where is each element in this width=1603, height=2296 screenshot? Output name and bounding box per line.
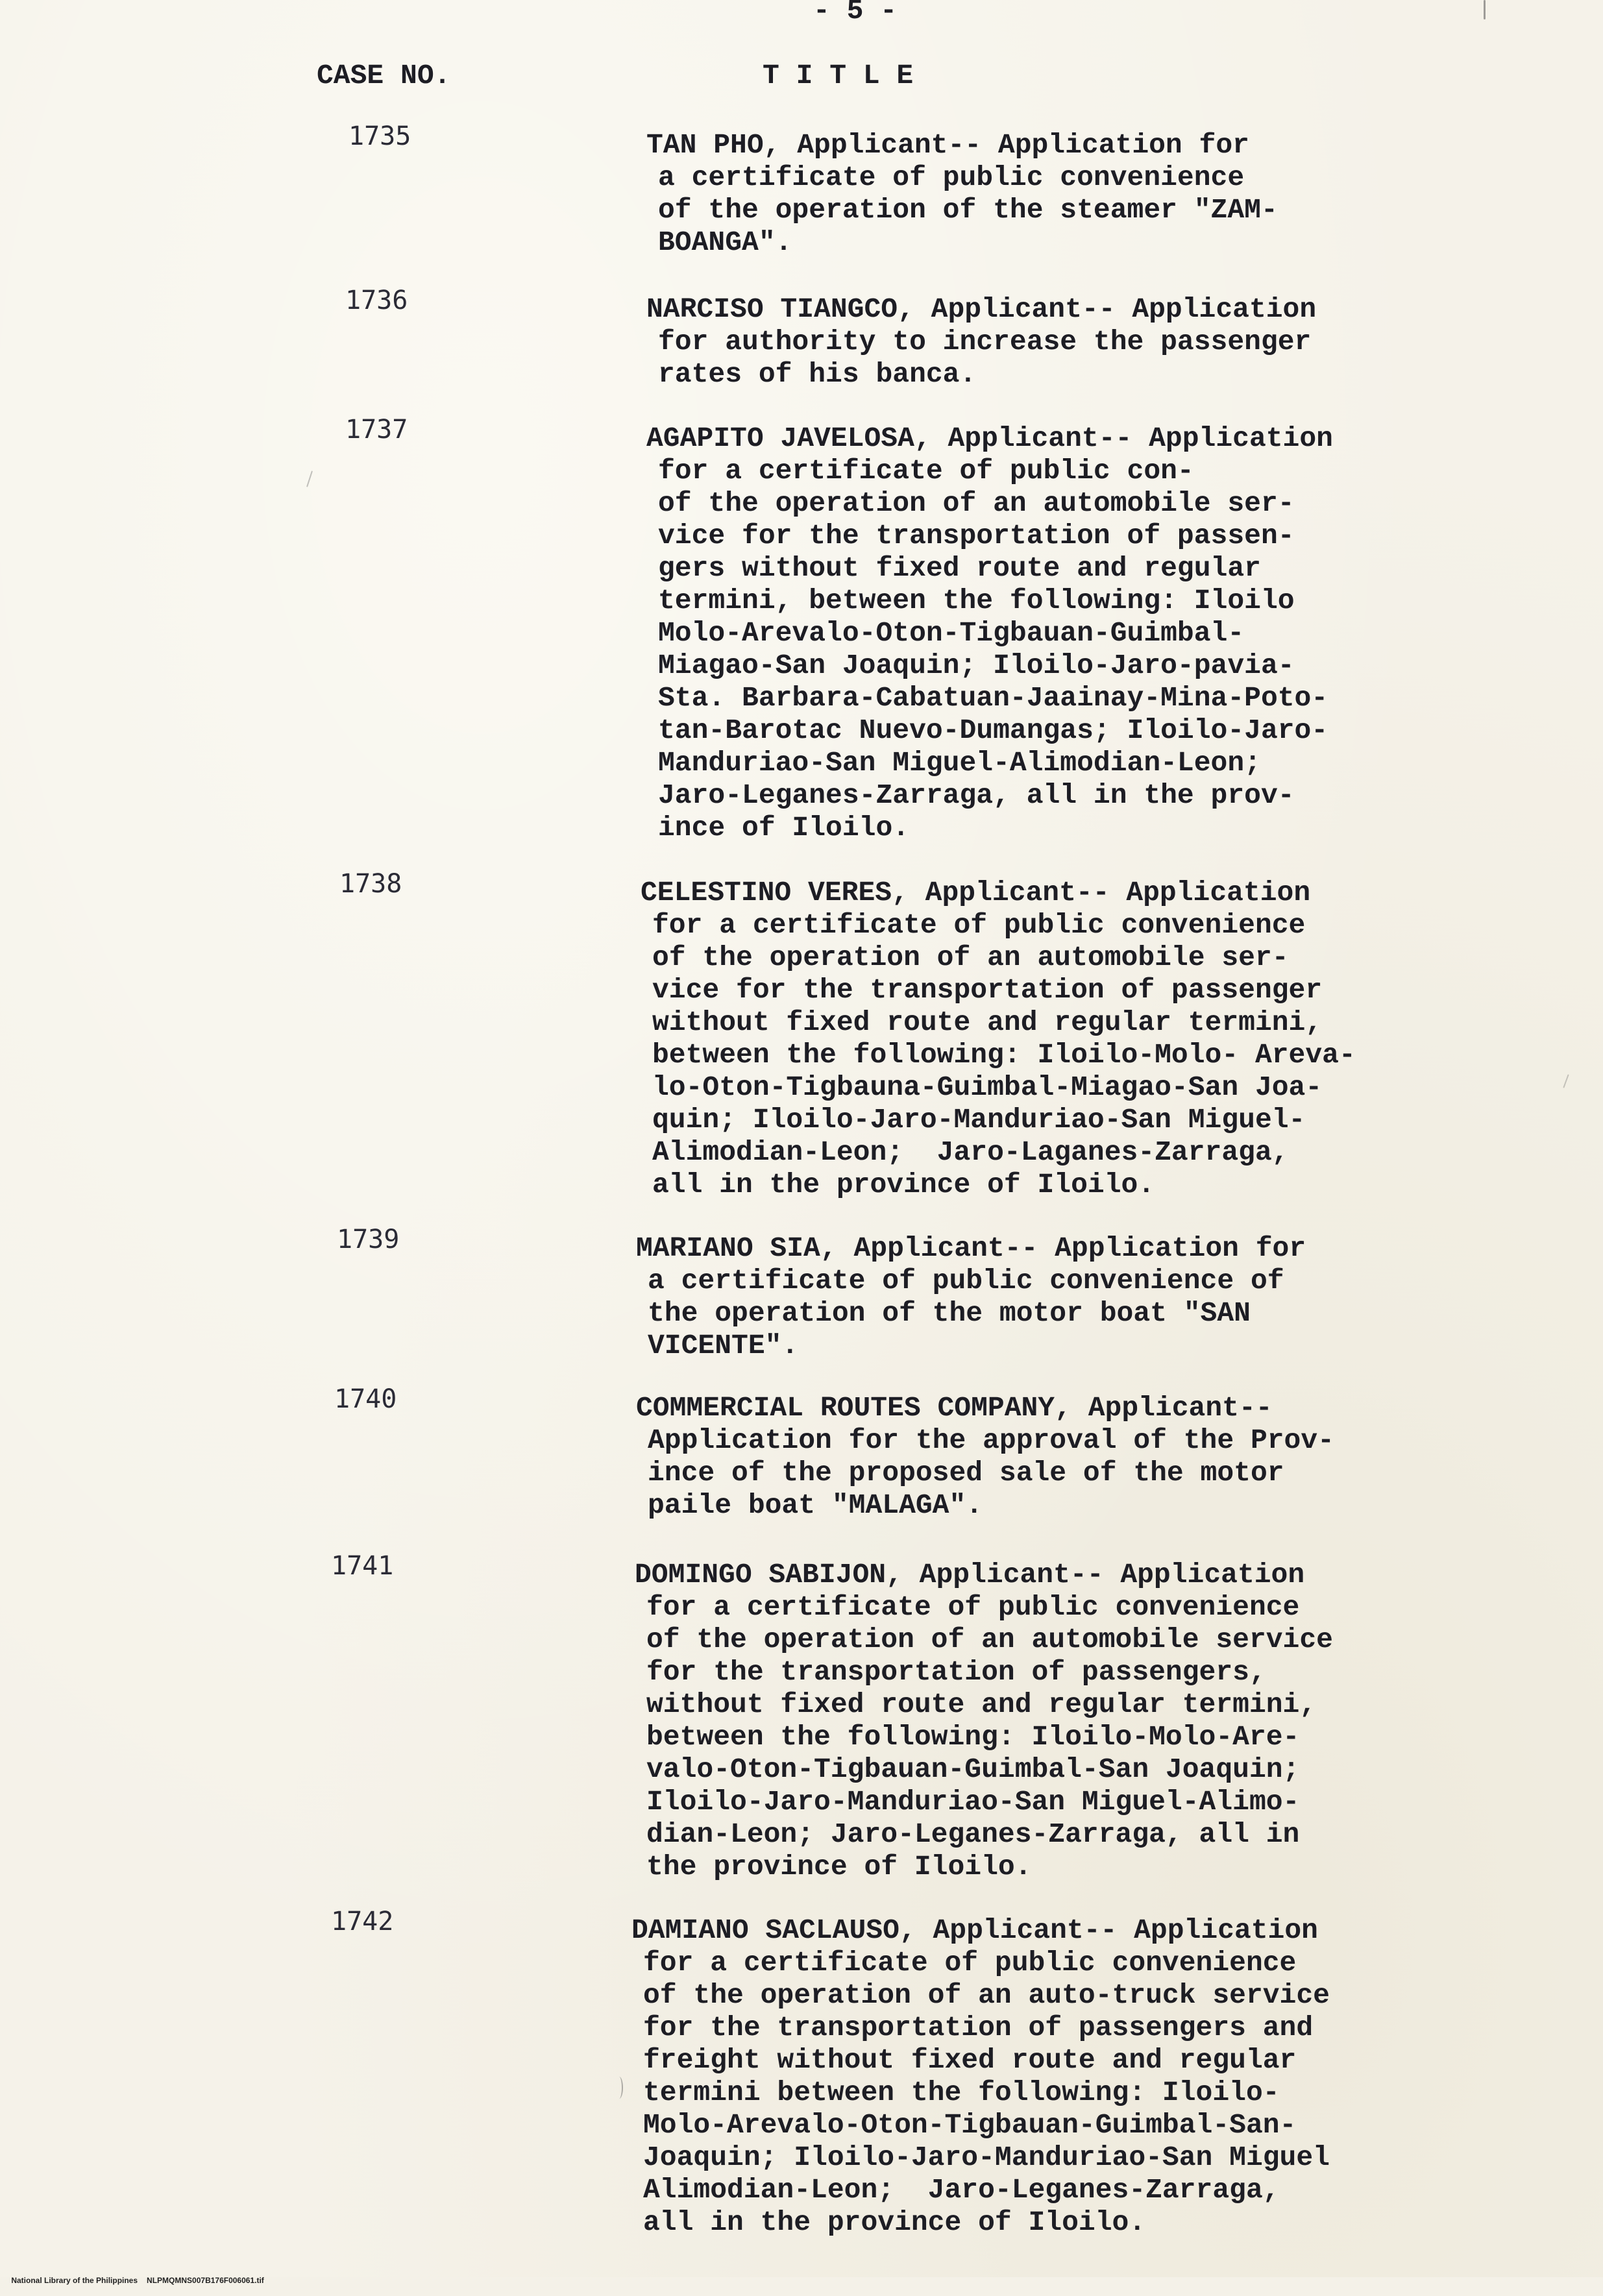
title-line: for the transportation of passengers,: [646, 1656, 1266, 1688]
title-line: of the operation of an automobile ser-: [652, 942, 1289, 973]
title-line: Alimodian-Leon; Jaro-Laganes-Zarraga,: [652, 1136, 1289, 1168]
title-line: Application for the approval of the Prov-: [648, 1424, 1334, 1456]
title-line: without fixed route and regular termini,: [646, 1689, 1317, 1720]
title-line: COMMERCIAL ROUTES COMPANY, Applicant--: [636, 1392, 1273, 1424]
title-line: without fixed route and regular termini,: [652, 1007, 1323, 1038]
case-number: 1735: [349, 121, 411, 151]
title-line: vice for the transportation of passen-: [658, 520, 1295, 552]
case-title: [646, 129, 1278, 259]
title-line: for authority to increase the passenger: [658, 326, 1312, 358]
title-line: freight without fixed route and regular: [643, 2044, 1297, 2076]
title-line: Molo-Arevalo-Oton-Tigbauan-Guimbal-San-: [643, 2109, 1297, 2141]
title-line: for a certificate of public convenience: [652, 909, 1306, 941]
title-line: Joaquin; Iloilo-Jaro-Manduriao-San Miguel: [643, 2142, 1330, 2173]
title-line: of the operation of an automobile ser-: [658, 487, 1295, 519]
title-line: BOANGA".: [658, 226, 792, 258]
title-column-header: T I T L E: [763, 60, 914, 92]
title-line: tan-Barotac Nuevo-Dumangas; Iloilo-Jaro-: [658, 714, 1328, 746]
case-title: [631, 1914, 1330, 2239]
title-line: the province of Iloilo.: [646, 1851, 1032, 1883]
title-line: valo-Oton-Tigbauan-Guimbal-San Joaquin;: [646, 1753, 1300, 1785]
case-number: 1740: [334, 1384, 397, 1414]
case-number: 1741: [331, 1551, 394, 1581]
title-line: AGAPITO JAVELOSA, Applicant-- Application: [646, 422, 1333, 454]
title-line: for the transportation of passengers and: [643, 2012, 1314, 2044]
title-line: dian-Leon; Jaro-Leganes-Zarraga, all in: [646, 1818, 1300, 1850]
title-line: between the following: Iloilo-Molo- Areva-: [652, 1039, 1356, 1071]
title-line: NARCISO TIANGCO, Applicant-- Application: [646, 293, 1317, 325]
title-line: all in the province of Iloilo.: [652, 1169, 1155, 1201]
title-line: of the operation of an automobile service: [646, 1624, 1333, 1655]
title-line: for a certificate of public convenience: [643, 1947, 1297, 1979]
title-line: a certificate of public convenience: [658, 162, 1245, 193]
case-title: [641, 877, 1356, 1201]
title-line: DOMINGO SABIJON, Applicant-- Application: [635, 1559, 1305, 1591]
title-line: MARIANO SIA, Applicant-- Application for: [636, 1232, 1306, 1264]
scan-footer: [3, 2265, 264, 2296]
title-line: Miagao-San Joaquin; Iloilo-Jaro-pavia-: [658, 650, 1295, 681]
pencil-mark: [1563, 1074, 1569, 1088]
title-line: termini, between the following: Iloilo: [658, 585, 1295, 617]
case-number: 1742: [331, 1907, 394, 1936]
title-line: TAN PHO, Applicant-- Application for: [646, 129, 1249, 161]
case-no-column-header: CASE NO.: [317, 60, 451, 92]
case-number: 1736: [345, 286, 408, 315]
case-title: [635, 1559, 1333, 1883]
library-credit: National Library of the Philippines: [11, 2276, 138, 2285]
title-line: Iloilo-Jaro-Manduriao-San Miguel-Alimo-: [646, 1786, 1300, 1818]
title-line: ince of Iloilo.: [658, 812, 910, 844]
scan-filename: NLPMQMNS007B176F006061.tif: [147, 2276, 264, 2285]
title-line: Jaro-Leganes-Zarraga, all in the prov-: [658, 779, 1295, 811]
title-line: Manduriao-San Miguel-Alimodian-Leon;: [658, 747, 1261, 779]
title-line: paile boat "MALAGA".: [648, 1489, 983, 1521]
title-line: between the following: Iloilo-Molo-Are-: [646, 1721, 1300, 1753]
title-line: gers without fixed route and regular: [658, 552, 1261, 584]
case-title: [646, 293, 1316, 391]
scan-mark: [1484, 0, 1486, 19]
pencil-mark: [306, 470, 313, 487]
title-line: rates of his banca.: [658, 358, 977, 390]
title-line: CELESTINO VERES, Applicant-- Application: [641, 877, 1311, 909]
title-line: ince of the proposed sale of the motor: [648, 1457, 1284, 1489]
case-number: 1739: [337, 1225, 400, 1254]
title-line: Molo-Arevalo-Oton-Tigbauan-Guimbal-: [658, 617, 1245, 649]
pencil-mark: [615, 2077, 623, 2099]
title-line: for a certificate of public con-: [658, 455, 1194, 487]
title-line: of the operation of an auto-truck service: [643, 1979, 1330, 2011]
case-number: 1737: [345, 415, 408, 445]
title-line: vice for the transportation of passenger: [652, 974, 1323, 1006]
title-line: termini between the following: Iloilo-: [643, 2077, 1280, 2108]
title-line: VICENTE".: [648, 1330, 799, 1362]
title-line: Sta. Barbara-Cabatuan-Jaainay-Mina-Poto-: [658, 682, 1328, 714]
case-number: 1738: [339, 869, 402, 899]
case-title: [636, 1392, 1334, 1522]
title-line: the operation of the motor boat "SAN: [648, 1297, 1251, 1329]
title-line: all in the province of Iloilo.: [643, 2206, 1146, 2238]
title-line: lo-Oton-Tigbauna-Guimbal-Miagao-San Joa-: [652, 1071, 1323, 1103]
title-line: of the operation of the steamer "ZAM-: [658, 194, 1278, 226]
title-line: Alimodian-Leon; Jaro-Leganes-Zarraga,: [643, 2174, 1280, 2206]
case-title: [636, 1232, 1306, 1362]
page-number: - 5 -: [813, 0, 898, 27]
title-line: quin; Iloilo-Jaro-Manduriao-San Miguel-: [652, 1104, 1306, 1136]
title-line: DAMIANO SACLAUSO, Applicant-- Application: [631, 1914, 1318, 1946]
case-title: [646, 422, 1333, 844]
title-line: a certificate of public convenience of: [648, 1265, 1284, 1297]
title-line: for a certificate of public convenience: [646, 1591, 1300, 1623]
